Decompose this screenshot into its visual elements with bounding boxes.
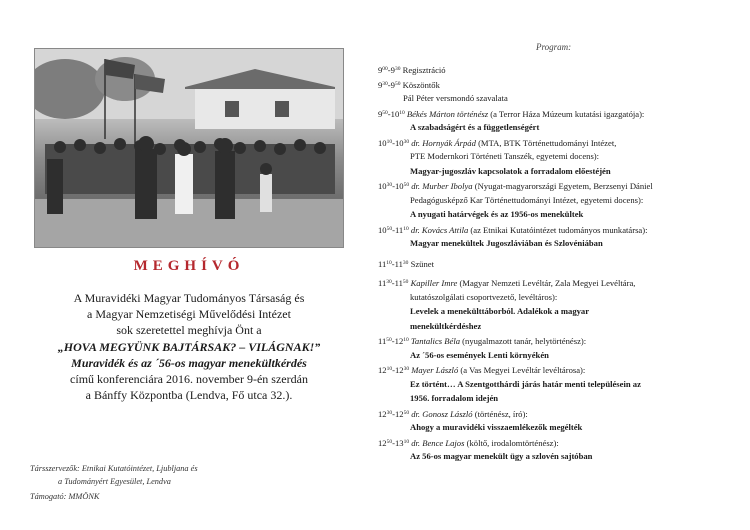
program-text: (Nyugat-magyarországi Egyetem, Berzsenyi Dániel: [474, 181, 653, 191]
invitation-text: [34, 290, 344, 403]
program-time: $9^{00}-9^{30}$: [378, 65, 401, 75]
program-line: [410, 306, 589, 317]
program-text: (a Terror Háza Múzeum kutatási igazgatója):: [490, 108, 645, 119]
program-talk-title: Ez történt… A Szentgotthárdi járás határ menti településein az: [410, 378, 641, 389]
conference-subtitle: Muravidék és az ´56-os magyar menekültkérdés: [71, 355, 307, 370]
program-speaker: dr. Hornyák Árpád: [411, 137, 479, 148]
program-text: Pedagógusképző Kar Történettudományi Intézet, egyetemi docens):: [410, 194, 644, 205]
program-line: [410, 195, 643, 206]
program-line: [410, 321, 481, 332]
program-line: [378, 180, 653, 192]
program-line: [378, 364, 585, 376]
program-line: [410, 379, 641, 390]
conference-venue: a Bánffy Központba (Lendva, Fő utca 32.).: [85, 388, 293, 403]
program-speaker: Tantalics Béla: [410, 336, 463, 346]
program-line: [378, 64, 446, 76]
program-text: (a Vas Megyei Levéltár levéltárosa):: [460, 365, 586, 375]
program-line: [378, 277, 635, 289]
program-text: Pál Péter versmondó szavalata: [403, 93, 508, 103]
program-time: $11^{30}-11^{50}$: [378, 278, 409, 288]
program-line: [378, 79, 440, 91]
invitation-line-3: sok szeretettel meghívja Önt a: [116, 323, 262, 338]
program-time: $12^{30}-12^{50}$: [378, 408, 410, 419]
program-time: $10^{50}-11^{10}$: [378, 224, 409, 235]
program-heading: Program:: [536, 42, 572, 52]
program-line: [410, 451, 592, 462]
program-text: (történész, író):: [474, 408, 528, 419]
program-time: $9^{30}-9^{50}$: [378, 79, 401, 90]
program-speaker: Mayer László: [411, 365, 461, 375]
program-talk-title: Magyar-jugoszláv kapcsolatok a forradalom előestéjén: [410, 165, 611, 176]
organizers-line: [30, 463, 330, 476]
crowd-march-photo: [34, 48, 344, 248]
program-speaker: dr. Gonosz László: [411, 408, 475, 419]
program-text: (az Etnikai Kutatóintézet tudományos munkatársa):: [470, 224, 648, 235]
support-value: MMÖNK: [68, 492, 100, 501]
organizers-label: Társszervezők:: [30, 464, 80, 473]
program-talk-title: menekültkérdéshez: [410, 320, 482, 331]
invitation-line-2: a Magyar Nemzetiségi Művelődési Intézet: [87, 307, 291, 322]
program-line: [410, 393, 498, 404]
program-talk-title: Az 56-os magyar menekült ügy a szlovén sajtóban: [410, 451, 593, 461]
program-line: [378, 108, 644, 120]
organizers-value-1: Etnikai Kutatóintézet, Ljubljana és: [81, 464, 198, 473]
program-line: [410, 122, 539, 133]
program-time: $11^{10}-11^{30}$: [378, 258, 409, 269]
program-talk-title: Ahogy a muravidéki visszaemlékezők megélték: [410, 422, 583, 432]
program-time: $9^{50}-10^{10}$: [378, 108, 405, 119]
program-talk-title: A szabadságért és a függetlenségért: [410, 122, 540, 132]
program-time: $11^{50}-12^{10}$: [378, 336, 409, 346]
program-text: (nyugalmazott tanár, helytörténész):: [462, 336, 587, 346]
program-text: Regisztráció: [402, 65, 446, 75]
program-line: [410, 292, 557, 303]
program-text: Köszöntők: [402, 79, 440, 90]
program-text: (MTA, BTK Történettudományi Intézet,: [478, 137, 617, 148]
invitation-line-1: A Muravidéki Magyar Tudományos Társaság és: [73, 291, 305, 305]
program-speaker: dr. Bence Lajos: [411, 437, 467, 448]
support-line: [30, 491, 330, 504]
program-time: $10^{30}-10^{50}$: [378, 181, 410, 191]
program-text: Szünet: [410, 258, 434, 269]
program-text: PTE Modernkori Történeti Tanszék, egyetemi docens):: [410, 151, 600, 161]
program-speaker: dr. Kovács Attila: [410, 224, 471, 235]
program-line: [410, 151, 599, 162]
program-line: [378, 258, 434, 270]
program-text: kutatószolgálati csoportvezető, levéltáros):: [410, 291, 558, 302]
program-time: $10^{10}-10^{30}$: [378, 137, 410, 148]
conference-date: című konferenciára 2016. november 9-én szerdán: [70, 372, 308, 387]
program-text: (költő, irodalomtörténész):: [466, 437, 559, 448]
program-talk-title: A nyugati határvégek és az 1956-os menekültek: [410, 209, 584, 219]
program-line: [410, 166, 611, 177]
program-line: [410, 238, 603, 249]
program-speaker: Kapiller Imre: [410, 278, 460, 288]
program-text: (Magyar Nemzeti Levéltár, Zala Megyei Levéltára,: [459, 278, 636, 288]
program-line: [410, 350, 549, 361]
conference-title: „HOVA MEGYÜNK BAJTÁRSAK? – VILÁGNAK!”: [57, 339, 321, 354]
program-line: [378, 137, 616, 149]
program-line: [410, 209, 583, 220]
program-talk-title: 1956. forradalom idején: [410, 393, 499, 403]
program-talk-title: Levelek a menekülttáborból. Adalékok a magyar: [410, 306, 590, 316]
photo-illustration: [35, 49, 344, 248]
program-line: [378, 224, 648, 236]
program-line: [410, 422, 582, 433]
program-line: [378, 437, 559, 449]
invitation-title: MEGHÍVÓ: [133, 258, 245, 274]
organizers-value-2: a Tudományért Egyesület, Lendva: [58, 476, 171, 486]
program-time: $12^{50}-13^{10}$: [378, 437, 410, 448]
program-speaker: dr. Murber Ibolya: [411, 181, 475, 191]
program-line: [378, 408, 528, 420]
support-label: Támogató:: [30, 492, 67, 501]
program-speaker: Békés Márton történész: [406, 108, 491, 119]
program-line: [403, 93, 508, 104]
program-time: $12^{10}-12^{30}$: [378, 365, 410, 375]
footer-credits: [30, 463, 330, 504]
program-talk-title: Az ´56-os események Lenti környékén: [410, 349, 549, 360]
program-talk-title: Magyar menekültek Jugoszláviában és Szlovéniában: [410, 238, 603, 248]
program-line: [378, 335, 586, 347]
